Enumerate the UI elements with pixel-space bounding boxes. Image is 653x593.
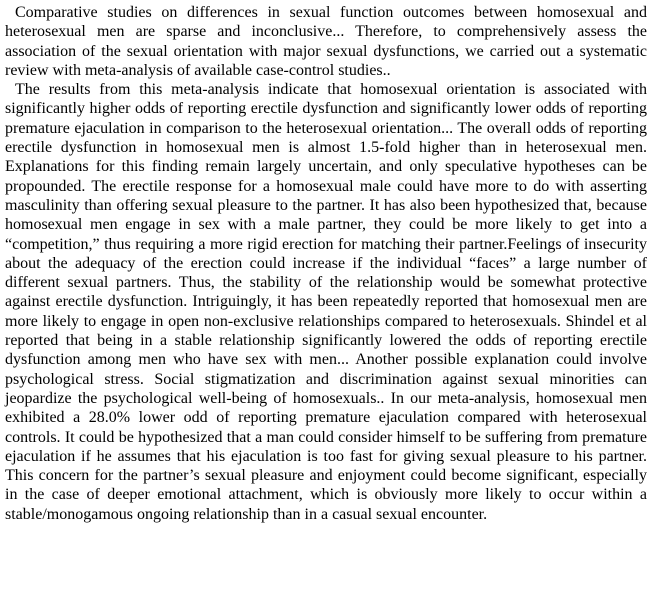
paragraph-introduction: Comparative studies on differences in sexual function outcomes between homosexual and heterosexual men are sparse and inconclusive... Therefore, to comprehensively assess the association of the sexual orientation with major sexual dysfunctions, we carried out a systematic review with meta-analysis of available case-control studies.. <box>5 4 647 79</box>
paragraph-results-discussion: The results from this meta-analysis indicate that homosexual orientation is associated with significantly higher odds of reporting erectile dysfunction and significantly lower odds of reporting premature ejaculation in comparison to the heterosexual orientation... The overall odds of reporting erectile dysfunction in homosexual men is almost 1.5-fold higher than in heterosexual men. Explanations for this finding remain largely uncertain, and only speculative hypotheses can be propounded. The erectile response for a homosexual male could have more to do with asserting masculinity than offering sexual pleasure to the partner. It has also been hypothesized that, because homosexual men engage in sex with a male partner, they could be more likely to get into a “competition,” thus requiring a more rigid erection for matching their partner.Feelings of insecurity about the adequacy of the erection could increase if the individual “faces” a large number of different sexual partners. Thus, the stability of the relationship would be somewhat protective against erectile dysfunction. Intriguingly, it has been repeatedly reported that homosexual men are more likely to engage in open non-exclusive relationships compared to heterosexuals. Shindel et al reported that being in a stable relationship significantly lowered the odds of reporting erectile dysfunction among men who have sex with men... Another possible explanation could involve psychological stress. Social stigmatization and discrimination against sexual minorities can jeopardize the psychological well-being of homosexuals.. In our meta-analysis, homosexual men exhibited a 28.0% lower odd of reporting premature ejaculation compared with heterosexual controls. It could be hypothesized that a man could consider himself to be suffering from premature ejaculation if he assumes that his ejaculation is too fast for giving sexual pleasure to his partner. This concern for the partner’s sexual pleasure and enjoyment could become significant, especially in the case of deeper emotional attachment, which is obviously more likely to occur within a stable/monogamous ongoing relationship than in a casual sexual encounter. <box>5 81 647 523</box>
